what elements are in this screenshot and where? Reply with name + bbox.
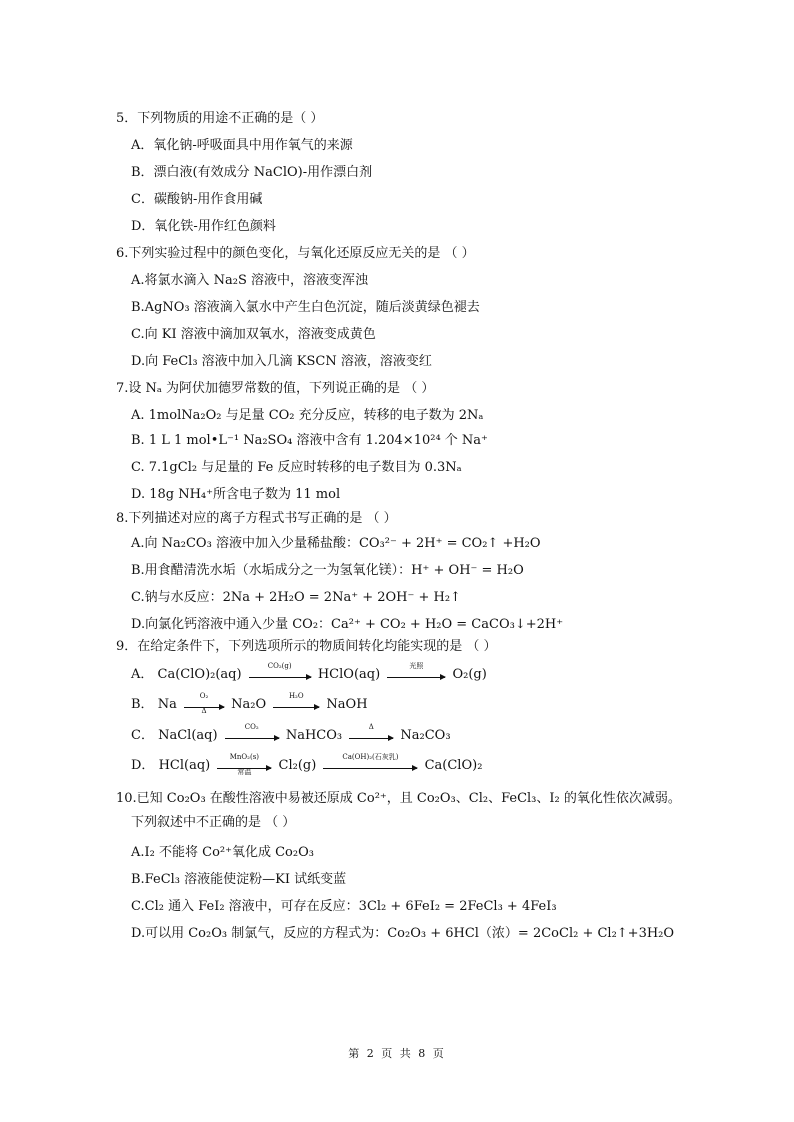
q9-b-substance-3: NaOH [326,697,368,712]
q5-option-d: D．氧化铁-用作红色颜料 [131,219,276,234]
q9-d-arrow-2 [323,753,417,769]
q9-c-condition-1: CO₂ [244,723,259,731]
q9-b-condition-1-bottom: Δ [201,707,207,715]
q6-option-c: C.向 KI 溶液中滴加双氧水，溶液变成黄色 [131,327,376,342]
q6-stem: 6.下列实验过程中的颜色变化，与氧化还原反应无关的是 （ ） [116,246,475,261]
q9-d-label: D． [131,758,155,773]
q10-option-c: C.Cl₂ 通入 FeI₂ 溶液中，可存在反应：3Cl₂ + 6FeI₂ = 2FeCl₃ + 4FeI₃ [131,899,557,914]
q9-c-arrow-2 [349,723,393,739]
q9-option-c [131,723,451,745]
q7-option-a: A. 1molNa₂O₂ 与足量 CO₂ 充分反应，转移的电子数为 2Nₐ [131,408,484,423]
q9-d-substance-1: HCl(aq) [158,758,211,773]
q9-c-label: C． [131,728,154,743]
q9-a-condition-2: 光照 [409,662,424,670]
q10-option-d: D.可以用 Co₂O₃ 制氯气，反应的方程式为：Co₂O₃ + 6HCl（浓）= 2CoCl₂ + Cl₂↑+3H₂O [131,926,675,941]
q9-d-condition-1-bottom: 常温 [237,768,252,776]
q8-option-c: C.钠与水反应：2Na + 2H₂O = 2Na⁺ + 2OH⁻ + H₂↑ [131,590,461,605]
q8-stem: 8.下列描述对应的离子方程式书写正确的是 （ ） [116,511,397,526]
q5-option-a: A．氧化钠-呼吸面具中用作氧气的来源 [131,138,353,153]
q8-option-a: A.向 Na₂CO₃ 溶液中加入少量稀盐酸：CO₃²⁻ + 2H⁺ = CO₂↑ +H₂O [131,536,541,551]
page-number: 第 2 页 共 8 页 [348,1047,446,1060]
q5-option-c: C．碳酸钠-用作食用碱 [131,192,263,207]
q9-d-condition-2: Ca(OH)₂(石灰乳) [342,753,399,761]
q6-option-b: B.AgNO₃ 溶液滴入氯水中产生白色沉淀，随后淡黄绿色褪去 [131,300,480,315]
q9-b-substance-1: Na [157,697,177,712]
q8-option-d: D.向氯化钙溶液中通入少量 CO₂：Ca²⁺ + CO₂ + H₂O = CaCO₃↓+2H⁺ [131,617,564,632]
q9-b-arrow-1 [184,692,224,715]
q9-stem: 9．在给定条件下，下列选项所示的物质间转化均能实现的是 （ ） [116,639,497,654]
q9-b-arrow-2 [273,692,319,708]
q10-stem: 10.已知 Co₂O₃ 在酸性溶液中易被还原成 Co²⁺，且 Co₂O₃、Cl₂、FeCl₃、I₂ 的氧化性依次减弱。 [116,791,681,806]
q9-a-substance-3: O₂(g) [452,667,487,682]
q7-stem: 7.设 Nₐ 为阿伏加德罗常数的值，下列说正确的是 （ ） [116,381,435,396]
q9-c-substance-1: NaCl(aq) [158,728,218,743]
q9-d-substance-3: Ca(ClO)₂ [424,758,483,773]
q9-b-label: B． [131,697,154,712]
q9-c-arrow-1 [225,723,279,739]
q9-option-b [131,692,368,715]
q9-option-a [131,662,487,684]
q9-a-label: A． [131,667,154,682]
q9-c-substance-2: NaHCO₃ [285,728,343,743]
q9-a-arrow-1 [249,662,311,678]
q7-option-c: C. 7.1gCl₂ 与足量的 Fe 反应时转移的电子数目为 0.3Nₐ [131,460,462,475]
q9-d-arrow-1 [217,753,271,776]
q10-option-b: B.FeCl₃ 溶液能使淀粉—KI 试纸变蓝 [131,872,347,887]
q9-option-d [131,753,483,776]
q5-stem: 5．下列物质的用途不正确的是（ ） [116,111,324,126]
q10-option-a: A.I₂ 不能将 Co²⁺氧化成 Co₂O₃ [131,845,314,860]
q9-a-substance-1: Ca(ClO)₂(aq) [157,667,242,682]
q5-option-b: B．漂白液(有效成分 NaClO)-用作漂白剂 [131,165,373,180]
q10-stem-continued: 下列叙述中不正确的是 （ ） [131,815,296,830]
q9-c-substance-3: Na₂CO₃ [400,728,451,743]
q9-c-condition-2: Δ [368,723,374,731]
q7-option-d: D. 18g NH₄⁺所含电子数为 11 mol [131,487,341,502]
q9-b-condition-2: H₂O [288,692,304,700]
q9-d-substance-2: Cl₂(g) [278,758,317,773]
q6-option-d: D.向 FeCl₃ 溶液中加入几滴 KSCN 溶液，溶液变红 [131,354,432,369]
q9-d-condition-1-top: MnO₂(s) [229,753,260,761]
q9-a-substance-2: HClO(aq) [317,667,381,682]
q9-b-substance-2: Na₂O [231,697,267,712]
q7-option-b: B. 1 L 1 mol•L⁻¹ Na₂SO₄ 溶液中含有 1.204×10²⁴ 个 Na⁺ [131,433,488,448]
q9-a-arrow-2 [387,662,445,678]
q9-a-condition-1: CO₂(g) [267,662,292,670]
q9-b-condition-1-top: O₂ [199,692,209,700]
q6-option-a: A.将氯水滴入 Na₂S 溶液中，溶液变浑浊 [131,273,369,288]
q8-option-b: B.用食醋清洗水垢（水垢成分之一为氢氧化镁）：H⁺ + OH⁻ = H₂O [131,563,524,578]
